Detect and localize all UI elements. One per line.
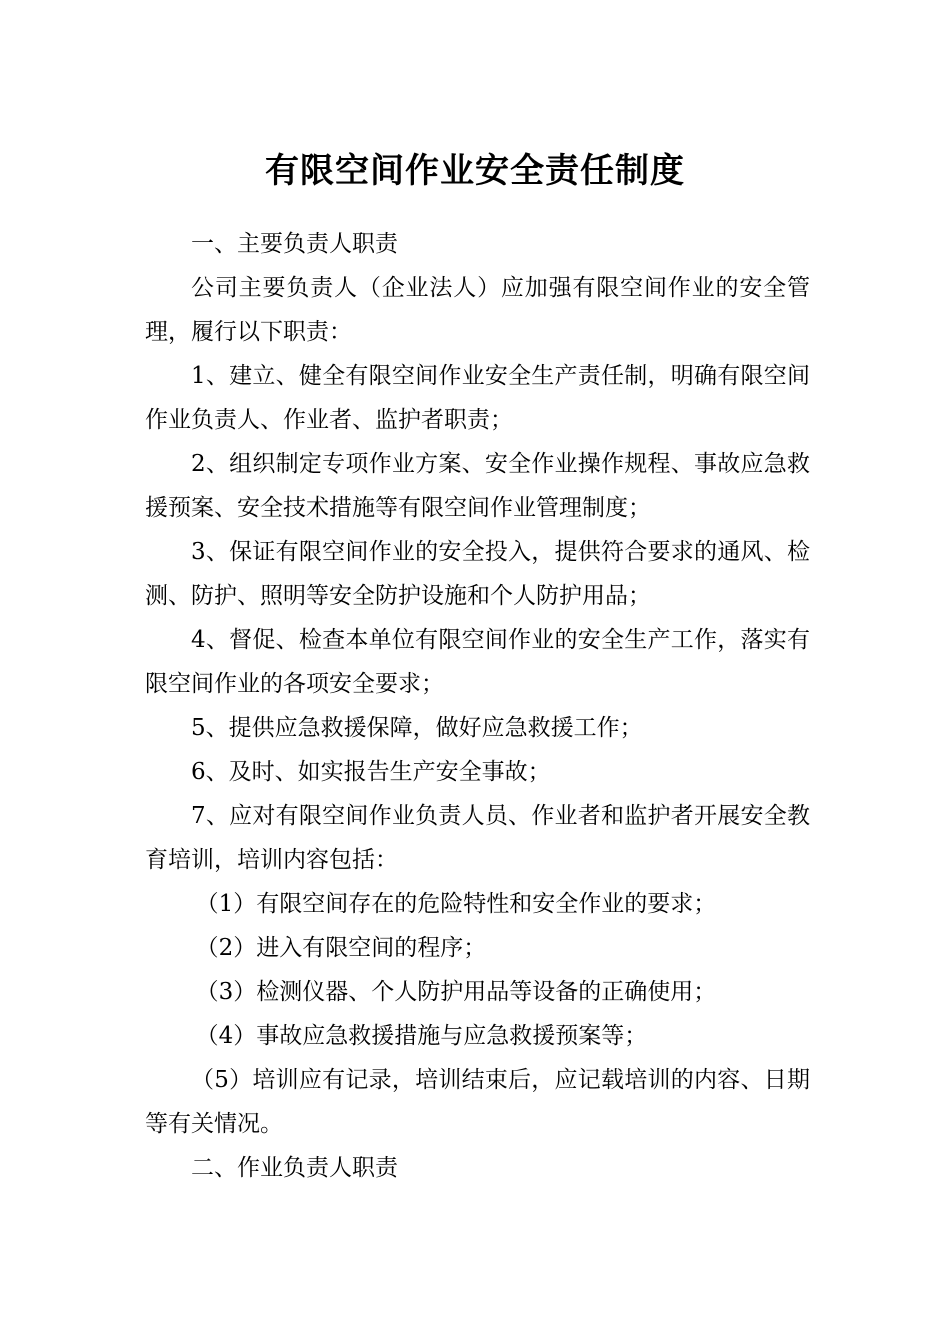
list-item-3: 3、保证有限空间作业的安全投入，提供符合要求的通风、检测、防护、照明等安全防护设施和个人防护用品； [145,539,810,609]
list-item-5: 5、提供应急救援保障，做好应急救援工作； [191,715,643,741]
sub-item-1: （1）有限空间存在的危险特性和安全作业的要求； [195,891,717,917]
list-item-4: 4、督促、检查本单位有限空间作业的安全生产工作，落实有限空间作业的各项安全要求； [145,627,810,697]
document-title: 有限空间作业安全责任制度 [265,150,685,191]
list-item-1: 1、建立、健全有限空间作业安全生产责任制，明确有限空间作业负责人、作业者、监护者职责； [145,363,810,433]
sub-item-2: （2）进入有限空间的程序； [195,935,487,961]
list-item-7: 7、应对有限空间作业负责人员、作业者和监护者开展安全教育培训，培训内容包括： [145,803,810,873]
sub-item-3: （3）检测仪器、个人防护用品等设备的正确使用； [195,979,717,1005]
paragraph-intro: 公司主要负责人（企业法人）应加强有限空间作业的安全管理，履行以下职责： [145,275,810,345]
list-item-2: 2、组织制定专项作业方案、安全作业操作规程、事故应急救援预案、安全技术措施等有限空间作业管理制度； [145,451,810,521]
sub-item-5: （5）培训应有记录，培训结束后，应记载培训的内容、日期等有关情况。 [145,1067,810,1137]
document-body [145,222,810,1190]
list-item-6: 6、及时、如实报告生产安全事故； [191,759,551,785]
sub-item-4: （4）事故应急救援措施与应急救援预案等； [195,1023,648,1049]
section-heading-1: 一、主要负责人职责 [191,231,398,257]
section-heading-2: 二、作业负责人职责 [191,1155,398,1181]
